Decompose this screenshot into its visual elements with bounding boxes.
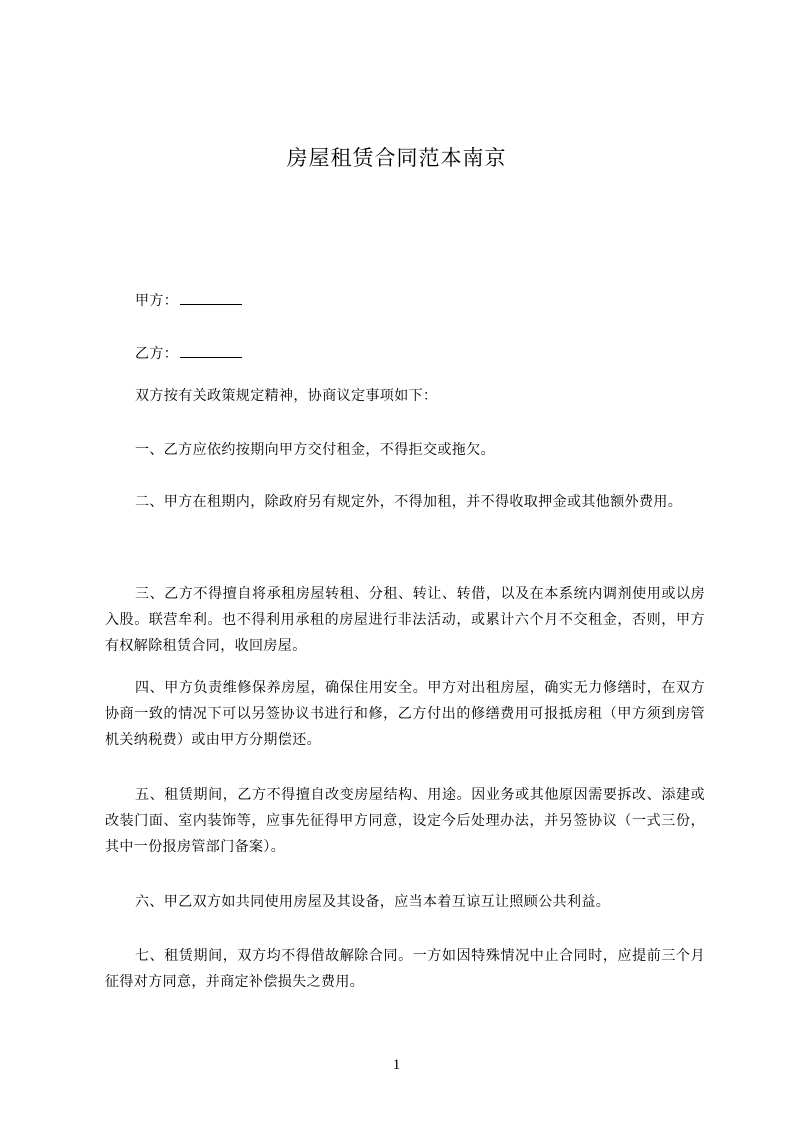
clause-6: 六、甲乙双方如共同使用房屋及其设备，应当本着互谅互让照顾公共利益。: [135, 894, 611, 910]
clause-3: 三、乙方不得擅自将承租房屋转租、分租、转让、转借，以及在本系统内调剂使用或以房入股。联营牟利。也不得利用承租的房屋进行非法活动，或累计六个月不交租金，否则，甲方有权解除租赁合同，收回房屋。: [105, 586, 705, 654]
paragraph-intro: 双方按有关政策规定精神，协商议定事项如下：: [135, 388, 438, 404]
party-a-blank: [180, 292, 242, 305]
clause-2: 二、甲方在租期内，除政府另有规定外，不得加租，并不得收取押金或其他额外费用。: [135, 494, 683, 510]
clause-1: 一、乙方应依约按期向甲方交付租金，不得拒交或拖欠。: [135, 442, 495, 458]
party-a-label: 甲方：: [135, 293, 179, 309]
clause-5: 五、租赁期间，乙方不得擅自改变房屋结构、用途。因业务或其他原因需要拆改、添建或改装门面、室内装饰等，应事先征得甲方同意，设定今后处理办法，并另签协议（一式三份，其中一份报房管部门备案）。: [105, 787, 705, 855]
document-title: 房屋租赁合同范本南京: [286, 146, 507, 170]
clause-7: 七、租赁期间，双方均不得借故解除合同。一方如因特殊情况中止合同时，应提前三个月征得对方同意，并商定补偿损失之费用。: [105, 948, 705, 990]
party-a-line: [105, 288, 242, 314]
party-b-blank: [180, 345, 242, 358]
party-b-label: 乙方：: [135, 346, 179, 362]
clause-4: 四、甲方负责维修保养房屋，确保住用安全。甲方对出租房屋，确实无力修缮时，在双方协商一致的情况下可以另签协议书进行和修，乙方付出的修缮费用可报抵房租（甲方须到房管机关纳税费）或由甲方分期偿还。: [105, 680, 705, 748]
page-number: 1: [392, 1057, 401, 1073]
party-b-line: [105, 341, 242, 367]
